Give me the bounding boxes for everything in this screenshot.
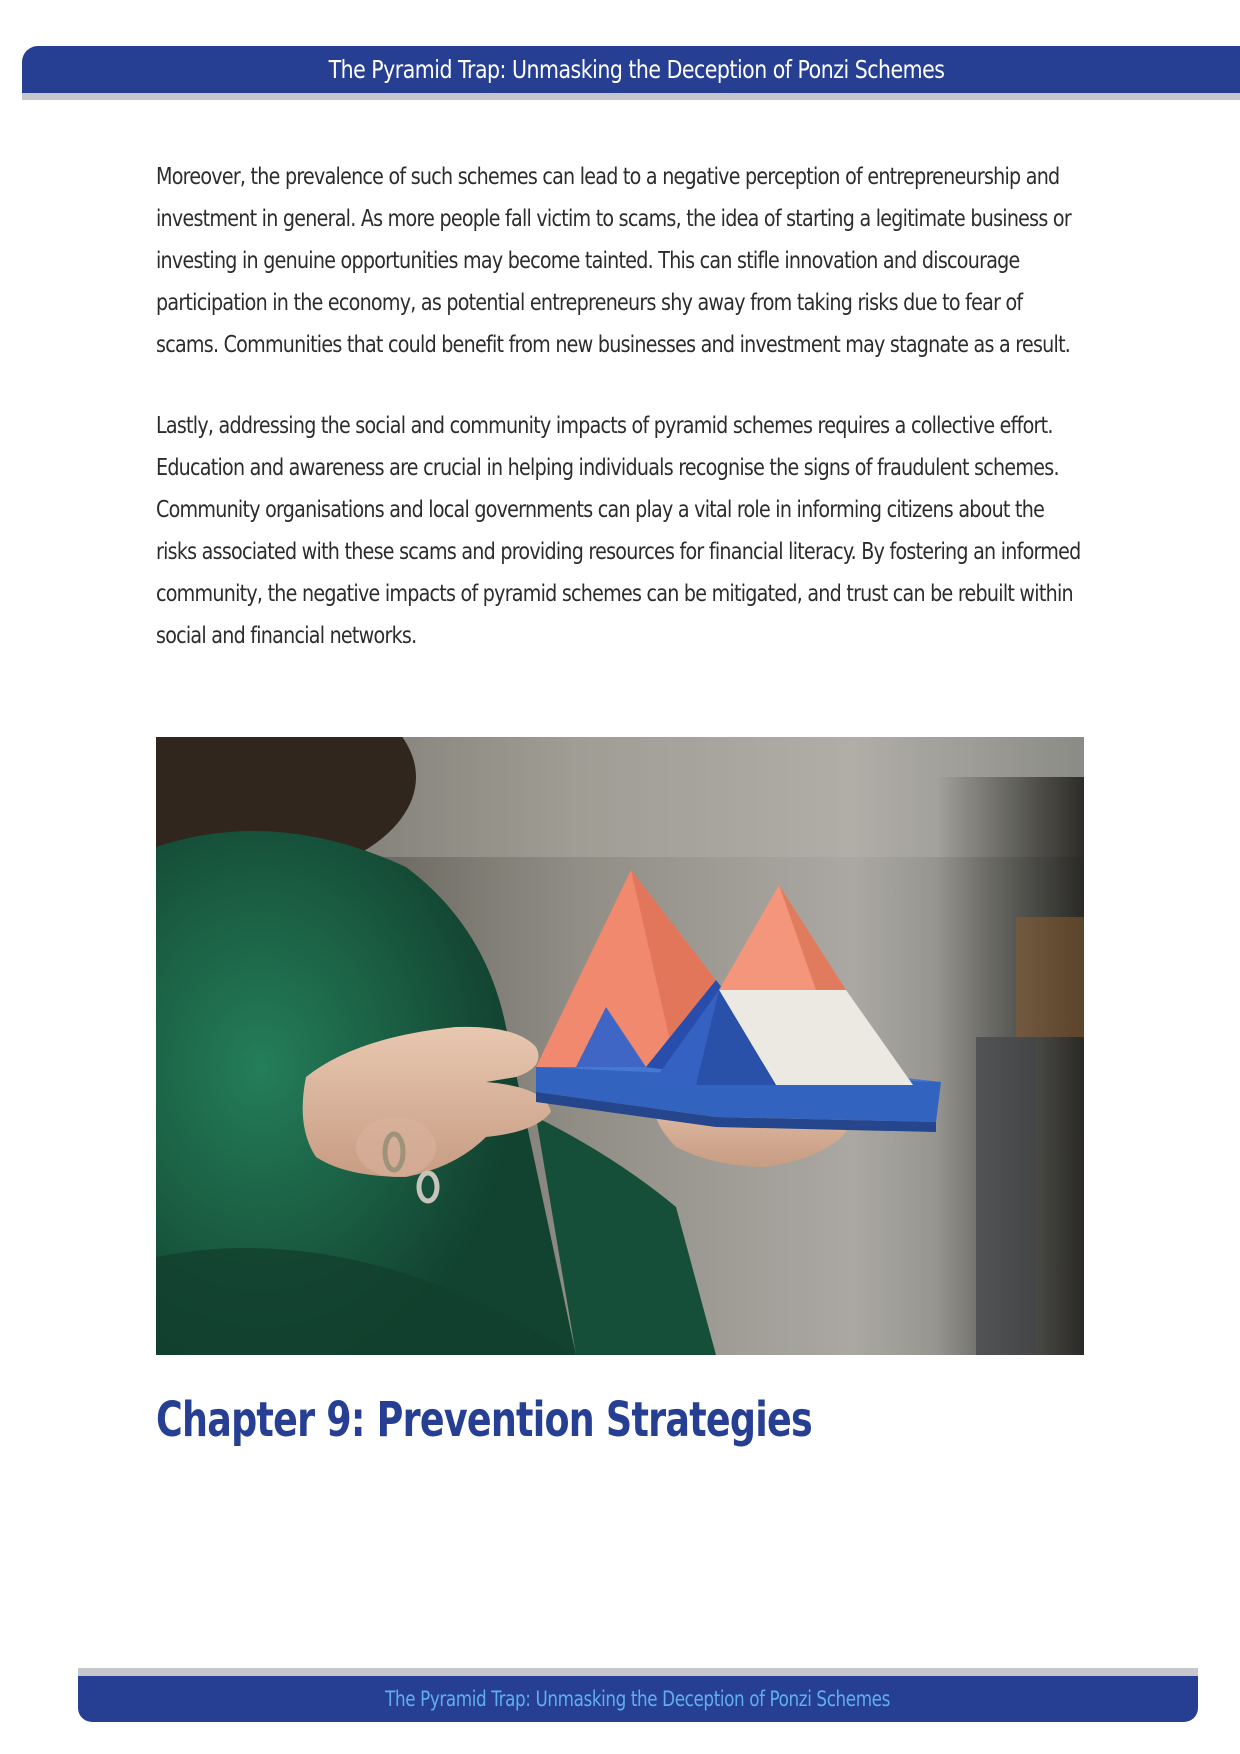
- pyramid-photo: [156, 737, 1084, 1355]
- header-band: [22, 46, 1240, 93]
- page-footer: [78, 1668, 1198, 1726]
- page-header: [22, 46, 1240, 102]
- footer-divider: [78, 1668, 1198, 1676]
- header-divider: [22, 93, 1240, 100]
- chapter-heading: Chapter 9: Prevention Strategies: [156, 1392, 812, 1448]
- footer-band: [78, 1676, 1198, 1722]
- header-title: The Pyramid Trap: Unmasking the Deception of Ponzi Schemes: [329, 55, 945, 84]
- paragraph: Moreover, the prevalence of such schemes can lead to a negative perception of entrepreneurship and investment in general. As more people fall victim to scams, the idea of starting a legitimate business or investing in genuine opportunities may become tainted. This can stifle innovation and discourage participation in the economy, as potential entrepreneurs shy away from taking risks due to fear of scams. Communities that could benefit from new businesses and investment may stagnate as a result.: [156, 164, 1071, 358]
- footer-title: The Pyramid Trap: Unmasking the Deception of Ponzi Schemes: [385, 1687, 891, 1711]
- paragraph: Lastly, addressing the social and community impacts of pyramid schemes requires a collective effort. Education and awareness are crucial in helping individuals recognise the signs of fraudulent schemes. Community organisations and local governments can play a vital role in informing citizens about the risks associated with these scams and providing resources for financial literacy. By fostering an informed community, the negative impacts of pyramid schemes can be mitigated, and trust can be rebuilt within social and financial networks.: [156, 413, 1081, 649]
- body-content: [156, 156, 1086, 696]
